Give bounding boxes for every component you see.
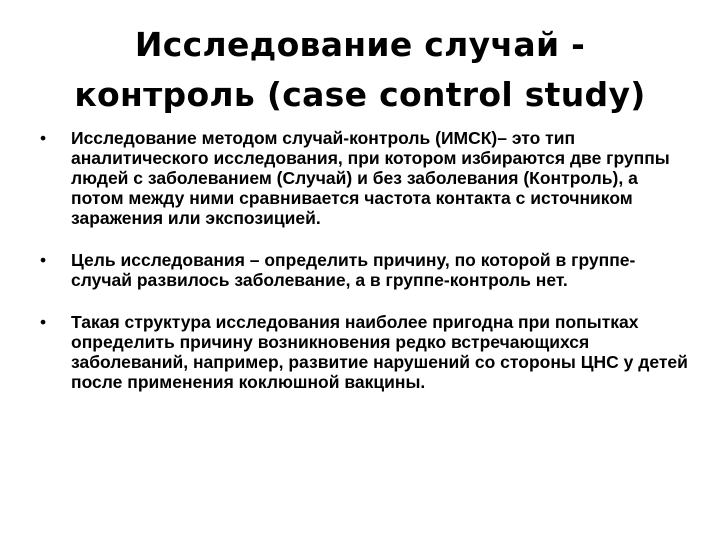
slide-title <box>20 20 700 120</box>
bullet-text: Такая структура исследования наиболее пригодна при попытках определить причину возникновения редко встречающихся заболеваний, например, развитие нарушений со стороны ЦНС у детей после применения коклюшной вакцины. <box>71 312 688 392</box>
slide-title-line-2: контроль (case control study) <box>74 75 646 114</box>
bullet-item-goal <box>40 250 690 290</box>
bullet-dot-icon: • <box>40 250 47 270</box>
bullet-text: Цель исследования – определить причину, по которой в группе-случай развилось заболевание, а в группе-контроль нет. <box>71 250 636 290</box>
bullet-list <box>40 128 690 414</box>
bullet-item-definition <box>40 128 690 228</box>
slide-title-line-1: Исследование случай - <box>134 25 586 64</box>
bullet-item-application <box>40 312 690 392</box>
bullet-dot-icon: • <box>40 312 47 332</box>
bullet-text: Исследование методом случай-контроль (ИМСК)– это тип аналитического исследования, при котором избираются две группы людей с заболеванием (Случай) и без заболевания (Контроль), а потом между ними сравнивается частота контакта с источником заражения или экспозицией. <box>71 128 670 228</box>
bullet-dot-icon: • <box>40 128 47 148</box>
